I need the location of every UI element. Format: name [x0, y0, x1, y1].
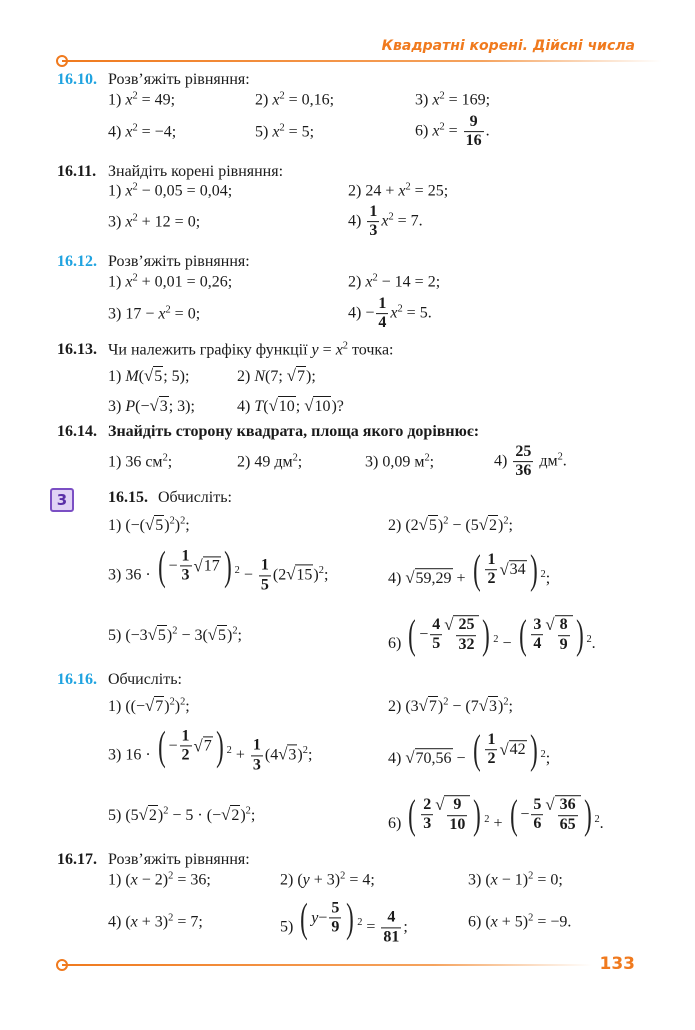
task-item: 3) P(− √ 3 ; 3);: [108, 396, 195, 415]
exercise-title: Знайдіть сторону квадрата, площа якого дорівнює:: [108, 423, 480, 440]
task-item: 1) 36 $см^2$;: [108, 452, 173, 471]
task-item: 3) $(x - 1)^2 = 0$;: [468, 870, 563, 889]
task-item: 1) M( √ 5 ; 5);: [108, 366, 190, 385]
task-item: 5) ( y − $\frac{5}{9}$ ) $^2$ = $\frac{4}{81}$ ;: [280, 894, 408, 946]
task-item: 6) ( $\frac{2}{3}$ √ $\frac{9}{10}$ ) $^2$ + ( − $\frac{5}{6}$ √ $\frac{36}{65}$ ) $^2$.: [388, 791, 604, 838]
exercise-number: 16.10.: [57, 71, 97, 88]
task-item: 2) 49 $дм^2$;: [237, 452, 303, 471]
task-item: 4) $\frac{25}{36}$ $дм^2$.: [494, 443, 567, 480]
task-item: 1) $x^2 + 0,01 = 0,26$;: [108, 272, 233, 291]
task-item: 3) 0,09 $м^2$;: [365, 452, 435, 471]
exercise-title: Обчисліть:: [158, 489, 232, 506]
task-item: 6) $x^2$ = $\frac{9}{16}$ .: [415, 113, 490, 150]
difficulty-level-badge: 3: [50, 488, 74, 512]
task-item: 2) $(y + 3)^2 = 4$;: [280, 870, 375, 889]
task-item: 2) $24 + x^2 = 25$;: [348, 181, 449, 200]
task-item: 1) ((− √ 7 )$^2$)$^2$;: [108, 696, 190, 715]
exercise-title: Розв’яжіть рівняння:: [108, 253, 250, 270]
footer-rule: [62, 964, 592, 966]
exercise-title: Знайдіть корені рівняння:: [108, 163, 284, 180]
task-item: 1) $x^2 - 0,05 = 0,04$;: [108, 181, 233, 200]
header-rule: [62, 60, 662, 62]
task-item: 1) $(x - 2)^2 = 36$;: [108, 870, 211, 889]
exercise-number: 16.11.: [57, 163, 97, 180]
exercise-number: 16.16.: [57, 671, 97, 688]
exercise-title: Чи належить графіку функції $y = x^2$ точка:: [108, 340, 394, 359]
task-item: 3) $x^2 + 12 = 0$;: [108, 212, 201, 231]
task-item: 3) 16 · ( − $\frac{1}{2}$ √ 7 ) $^2$ + $\frac{1}{3}$ (4 √ 3 )$^2$;: [108, 722, 313, 774]
exercise-title: Розв’яжіть рівняння:: [108, 851, 250, 868]
task-item: 4) − $\frac{1}{4}$ $x^2 = 5$.: [348, 295, 432, 332]
exercise-number: 16.15.: [108, 489, 148, 506]
task-item: 5) (5 √ 2 )$^2$ − 5 · (− √ 2 )$^2$;: [108, 805, 256, 824]
task-item: 4) $x^2 = -4$;: [108, 122, 177, 141]
task-item: 2) (2 √ 5 )$^2$ − (5 √ 2 )$^2$;: [388, 515, 513, 534]
task-item: 4) $\frac{1}{3}$ $x^2 = 7$.: [348, 203, 423, 240]
exercise-number: 16.17.: [57, 851, 97, 868]
task-item: 4) $(x + 3)^2 = 7$;: [108, 912, 203, 931]
task-item: 2) (3 √ 7 )$^2$ − (7 √ 3 )$^2$;: [388, 696, 513, 715]
page-number: 133: [599, 954, 635, 974]
task-item: 5) $x^2 = 5$;: [255, 122, 315, 141]
task-item: 3) $x^2 = 169$;: [415, 90, 491, 109]
chapter-header: Квадратні корені. Дійсні числа: [381, 38, 635, 54]
task-item: 1) $x^2 = 49$;: [108, 90, 176, 109]
task-item: 4) √ 59,29 + ( $\frac{1}{2}$ √ 34 ) $^2$;: [388, 546, 551, 593]
task-item: 5) (−3 √ 5 )$^2$ − 3( √ 5 )$^2$;: [108, 625, 242, 644]
exercise-number: 16.14.: [57, 423, 97, 440]
task-item: 2) $x^2 - 14 = 2$;: [348, 272, 441, 291]
task-item: 4) √ 70,56 − ( $\frac{1}{2}$ √ 42 ) $^2$;: [388, 726, 551, 773]
exercise-number: 16.13.: [57, 341, 97, 358]
task-item: 6) $(x + 5)^2 = -9$.: [468, 912, 572, 931]
exercise-title: Обчисліть:: [108, 671, 182, 688]
task-item: 2) $x^2 = 0,16$;: [255, 90, 335, 109]
task-item: 3) $17 - x^2 = 0$;: [108, 304, 201, 323]
task-item: 3) 36 · ( − $\frac{1}{3}$ √ 17 ) $^2$ − $\frac{1}{5}$ (2 √ 15 )$^2$;: [108, 542, 329, 594]
task-item: 6) ( − $\frac{4}{5}$ √ $\frac{25}{32}$ ) $^2$ − ( $\frac{3}{4}$ √ $\frac{8}{9}$ ) $^2$.: [388, 611, 596, 658]
task-item: 2) N(7; √ 7 );: [237, 366, 316, 385]
task-item: 1) (−( √ 5 )$^2$)$^2$;: [108, 515, 190, 534]
exercise-title: Розв’яжіть рівняння:: [108, 71, 250, 88]
task-item: 4) T( √ 10 ; √ 10 )?: [237, 396, 344, 415]
exercise-number: 16.12.: [57, 253, 97, 270]
